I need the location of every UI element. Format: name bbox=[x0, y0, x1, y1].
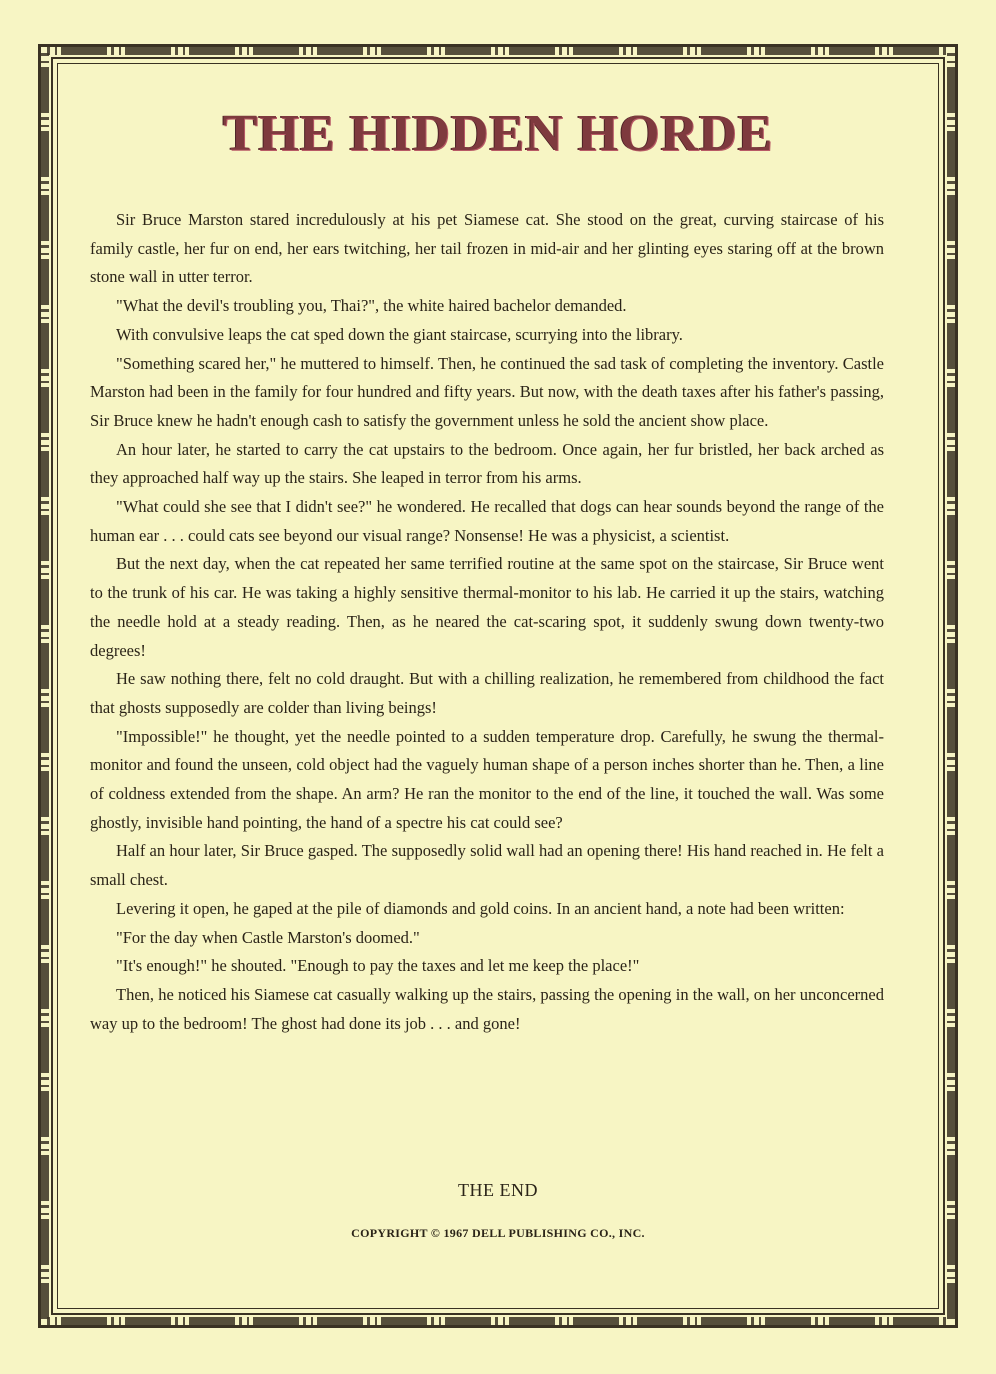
story-paragraph: He saw nothing there, felt no cold draught. But with a chilling realization, he remembered from childhood the fact that ghosts supposedly are colder than living beings! bbox=[90, 669, 884, 717]
end-marker: THE END bbox=[458, 1180, 538, 1200]
story-paragraph: "For the day when Castle Marston's doomed." bbox=[116, 927, 420, 947]
story-paragraph: "It's enough!" he shouted. "Enough to pay the taxes and let me keep the place!" bbox=[116, 956, 640, 976]
border-pattern-left bbox=[39, 53, 49, 1319]
story-body bbox=[90, 206, 884, 1038]
story-title: THE HIDDEN HORDE bbox=[222, 105, 774, 162]
story-paragraph: An hour later, he started to carry the cat upstairs to the bedroom. Once again, her fur bristled, her back arched as they approached half way up the stairs. She leaped in terror from his arms. bbox=[90, 439, 884, 488]
border-pattern-right bbox=[947, 53, 957, 1319]
copyright-notice: COPYRIGHT © 1967 DELL PUBLISHING CO., INC. bbox=[351, 1226, 645, 1240]
story-paragraph: "Something scared her," he muttered to himself. Then, he continued the sad task of completing the inventory. Castle Marston had been in the family for four hundred and fifty years. But now, with the death taxes after his father's passing, Sir Bruce knew he hadn't enough cash to satisfy the government unless he sold the ancient show place. bbox=[90, 353, 884, 430]
story-paragraph: But the next day, when the cat repeated her same terrified routine at the same spot on the staircase, Sir Bruce went to the trunk of his car. He was taking a highly sensitive thermal-monitor to his lab. He carried it up the stairs, watching the needle hold at a steady reading. Then, as he neared the cat-scaring spot, it suddenly swung down twenty-two degrees! bbox=[90, 554, 884, 660]
border-pattern-top bbox=[47, 45, 949, 55]
story-paragraph: Half an hour later, Sir Bruce gasped. The supposedly solid wall had an opening there! His hand reached in. He felt a small chest. bbox=[90, 841, 884, 890]
story-paragraph: Sir Bruce Marston stared incredulously at his pet Siamese cat. She stood on the great, curving staircase of his family castle, her fur on end, her ears twitching, her tail frozen in mid-air and her glinting eyes staring off at the brown stone wall in utter terror. bbox=[90, 210, 884, 287]
story-paragraph: Then, he noticed his Siamese cat casually walking up the stairs, passing the opening in the wall, on her unconcerned way up to the bedroom! The ghost had done its job . . . and gone! bbox=[90, 984, 884, 1033]
story-paragraph: "Impossible!" he thought, yet the needle pointed to a sudden temperature drop. Carefully, he swung the thermal-monitor and found the unseen, cold object had the vaguely human shape of a person inches shorter than he. Then, a line of coldness extended from the shape. An arm? He ran the monitor to the end of the line, it touched the wall. Was some ghostly, invisible hand pointing, the hand of a spectre his cat could see? bbox=[90, 726, 884, 832]
story-paragraph: "What could she see that I didn't see?" he wondered. He recalled that dogs can hear sounds beyond the range of the human ear . . . could cats see beyond our visual range? Nonsense! He was a physicist, a scientist. bbox=[90, 497, 884, 545]
story-paragraph: Levering it open, he gaped at the pile of diamonds and gold coins. In an ancient hand, a note had been written: bbox=[116, 898, 845, 918]
border-pattern-bottom bbox=[47, 1317, 949, 1327]
story-paragraph: With convulsive leaps the cat sped down the giant staircase, scurrying into the library. bbox=[116, 324, 683, 344]
story-paragraph: "What the devil's troubling you, Thai?", the white haired bachelor demanded. bbox=[116, 296, 627, 316]
